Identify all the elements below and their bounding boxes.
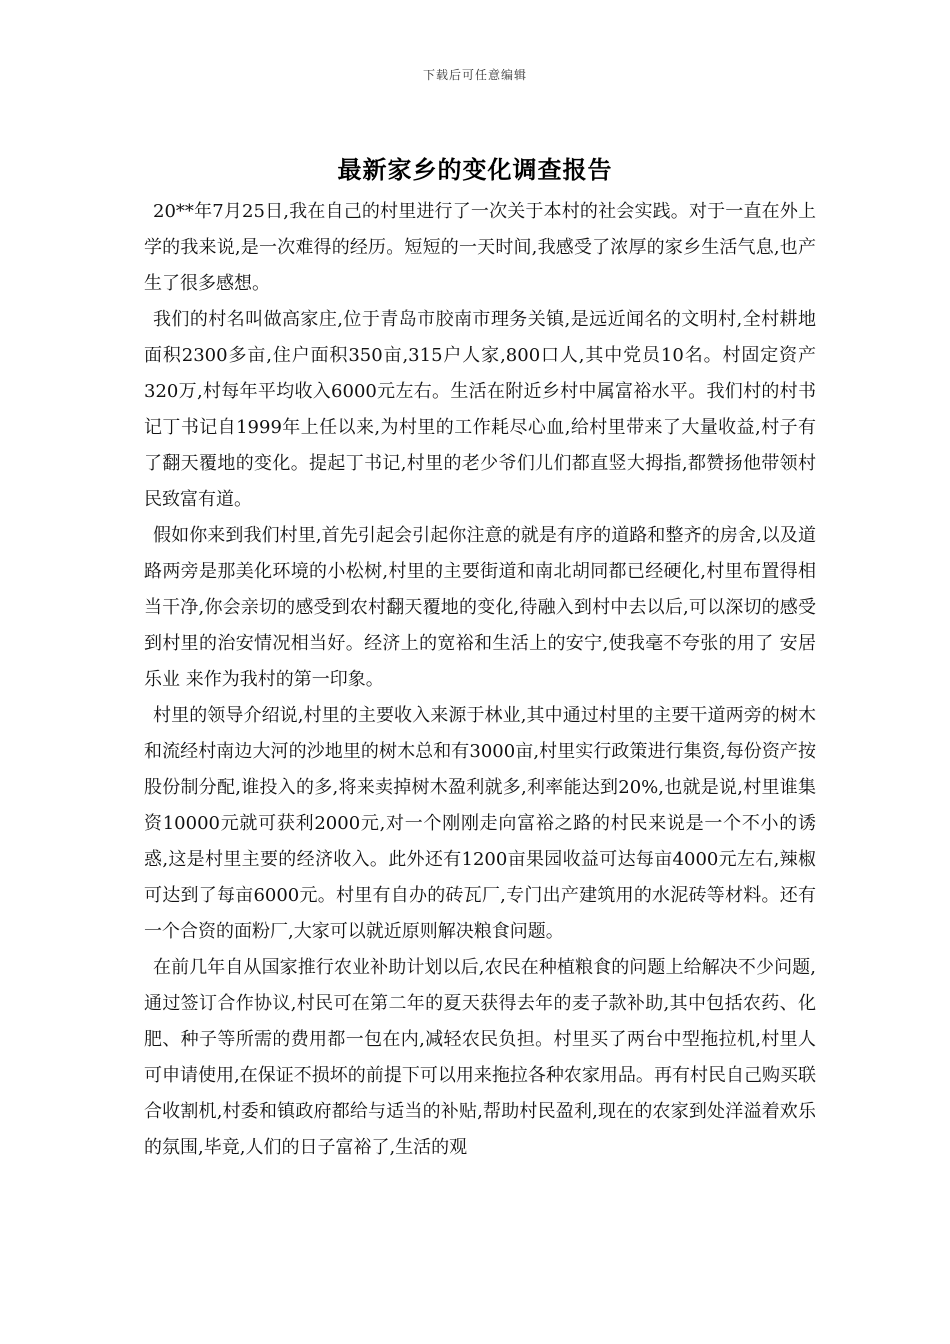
- document-body: [144, 194, 816, 1166]
- paragraph-4: 村里的领导介绍说,村里的主要收入来源于林业,其中通过村里的主要干道两旁的树木和流经村南边大河的沙地里的树木总和有3000亩,村里实行政策进行集资,每份资产按股份制分配,谁投入的多,将来卖掉树木盈利就多,利率能达到20%,也就是说,村里谁集资10000元就可获利2000元,对一个刚刚走向富裕之路的村民来说是一个不小的诱惑,这是村里主要的经济收入。此外还有1200亩果园收益可达每亩4000元左右,辣椒可达到了每亩6000元。村里有自办的砖瓦厂,专门出产建筑用的水泥砖等材料。还有一个合资的面粉厂,大家可以就近原则解决粮食问题。: [144, 705, 816, 942]
- paragraph-3: 假如你来到我们村里,首先引起会引起你注意的就是有序的道路和整齐的房舍,以及道路两旁是那美化环境的小松树,村里的主要街道和南北胡同都已经硬化,村里布置得相当干净,你会亲切的感受到农村翻天覆地的变化,待融入到村中去以后,可以深切的感受到村里的治安情况相当好。经济上的宽裕和生活上的安宁,使我毫不夸张的用了 安居乐业 来作为我村的第一印象。: [144, 525, 816, 690]
- paragraph-2: 我们的村名叫做高家庄,位于青岛市胶南市理务关镇,是远近闻名的文明村,全村耕地面积2300多亩,住户面积350亩,315户人家,800口人,其中党员10名。村固定资产320万,村每年平均收入6000元左右。生活在附近乡村中属富裕水平。我们村的村书记丁书记自1999年上任以来,为村里的工作耗尽心血,给村里带来了大量收益,村子有了翻天覆地的变化。提起丁书记,村里的老少爷们儿们都直竖大拇指,都赞扬他带领村民致富有道。: [144, 309, 816, 510]
- document-title: 最新家乡的变化调查报告: [337, 156, 613, 184]
- paragraph-5: 在前几年自从国家推行农业补助计划以后,农民在种植粮食的问题上给解决不少问题,通过签订合作协议,村民可在第二年的夏天获得去年的麦子款补助,其中包括农药、化肥、种子等所需的费用都一包在内,减轻农民负担。村里买了两台中型拖拉机,村里人可申请使用,在保证不损坏的前提下可以用来拖拉各种农家用品。再有村民自己购买联合收割机,村委和镇政府都给与适当的补贴,帮助村民盈利,现在的农家到处洋溢着欢乐的氛围,毕竟,人们的日子富裕了,生活的观: [144, 957, 816, 1158]
- paragraph-1: 20**年7月25日,我在自己的村里进行了一次关于本村的社会实践。对于一直在外上学的我来说,是一次难得的经历。短短的一天时间,我感受了浓厚的家乡生活气息,也产生了很多感想。: [144, 201, 816, 294]
- header-note: 下载后可任意编辑: [422, 68, 527, 82]
